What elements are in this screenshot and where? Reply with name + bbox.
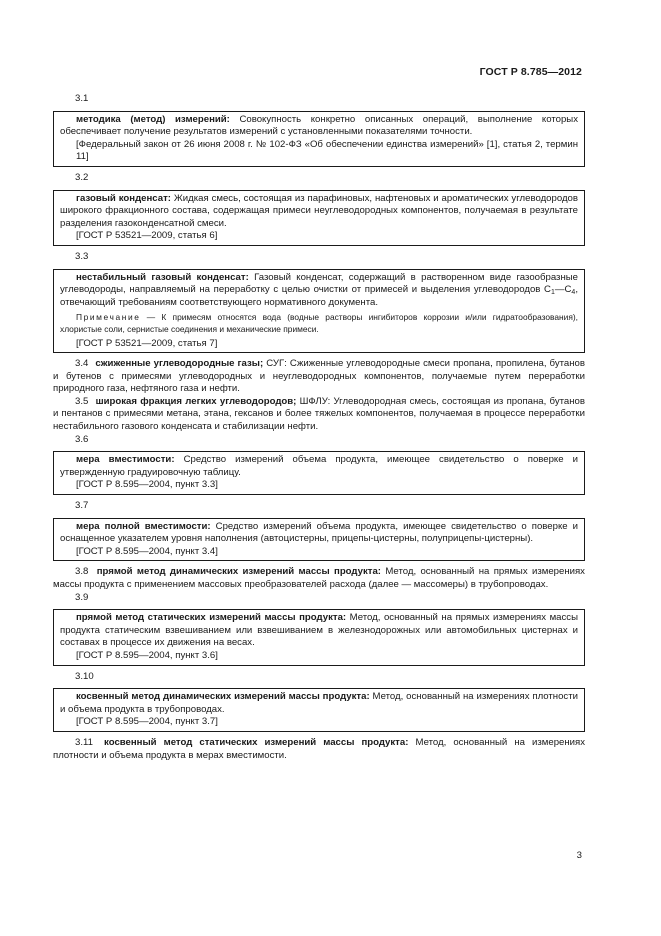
term-name: прямой метод динамических измерений массы продукта: [96, 566, 381, 578]
term-number: 3.10 [75, 670, 94, 682]
term-definition [60, 114, 578, 139]
note-label: Примечание [76, 312, 141, 323]
term-number: 3.6 [75, 433, 89, 445]
term-text: Жидкая смесь, состоящая из парафиновых, нафтеновых и ароматических углеводородов широкого фракционного состава, содержащая примеси неуглеводородных компонентов, получаемая в результате разделения газоконденсатной смеси. [60, 192, 578, 229]
term-paragraph [53, 396, 585, 434]
subscript: 1 [550, 289, 555, 297]
term-number: 3.2 [75, 171, 89, 183]
term-name: мера полной вместимости: [76, 520, 211, 532]
term-name: прямой метод статических измерений массы продукта: [76, 612, 347, 624]
term-box [53, 609, 585, 665]
term-definition [60, 691, 578, 716]
term-name: нестабильный газовый конденсат: [76, 271, 249, 283]
term-name: мера вместимости: [76, 454, 175, 466]
note-text: — К примесям относятся вода (водные растворы ингибиторов коррозии и/или гидратообразования), хлористые соли, сернистые соединения и механические примеси. [60, 312, 578, 334]
term-number: 3.8 [75, 566, 89, 578]
term-box [53, 518, 585, 562]
term-definition [60, 612, 578, 650]
term-text: Средство измерений объема продукта, имеющее свидетельство о поверке и оснащенное указателем уровня наполнения (автоцистерны, прицепы-цистерны, полуприцепы-цистерны). [60, 520, 578, 545]
term-source: [ГОСТ Р 53521—2009, статья 6] [76, 230, 218, 242]
term-definition [60, 454, 578, 479]
term-box [53, 688, 585, 732]
term-text: Метод, основанный на прямых измерениях массы продукта статическим взвешиванием или взвешиванием в железнодорожных или автомобильных цистернах и составах в процессе их движения на весах. [60, 612, 578, 649]
term-definition [60, 272, 578, 310]
term-text: Средство измерений объема продукта, имеющее свидетельство о поверке и утвержденную градуировочную таблицу. [60, 454, 578, 478]
terms-section [53, 93, 585, 762]
term-box [53, 111, 585, 167]
term-name: методика (метод) измерений: [76, 113, 230, 125]
term-note [60, 312, 578, 335]
term-box [53, 190, 585, 246]
term-box [53, 269, 585, 354]
term-text: Метод, основанный на измерениях плотности и объема продукта в трубопроводах. [60, 691, 578, 715]
term-text: , отвечающий требованиям соответствующего нормативного документа. [60, 284, 578, 308]
term-text: —С [554, 284, 572, 296]
term-text: Газовый конденсат, содержащий в растворенном виде газообразные углеводороды, направляемый на переработку с целью очистки от примесей и выделения углеводородов С [60, 271, 578, 296]
term-number: 3.1 [75, 93, 89, 104]
term-name: косвенный метод статических измерений массы продукта: [104, 736, 409, 748]
term-number: 3.9 [75, 591, 89, 603]
term-number: 3.3 [75, 250, 89, 262]
term-source: [ГОСТ Р 8.595—2004, пункт 3.4] [76, 545, 218, 557]
term-text: Метод, основанный на прямых измерениях массы продукта с применением массовых преобразователей расхода (далее — массомеры) в трубопроводах. [53, 566, 585, 590]
term-definition [60, 521, 578, 546]
term-box [53, 451, 585, 495]
term-number: 3.11 [75, 736, 93, 748]
term-name: газовый конденсат: [76, 192, 171, 204]
term-number: 3.4 [75, 358, 89, 370]
term-paragraph [53, 737, 585, 762]
document-header: ГОСТ Р 8.785—2012 [479, 66, 582, 78]
term-source: [ГОСТ Р 8.595—2004, пункт 3.6] [76, 649, 218, 661]
subscript: 4 [571, 289, 576, 297]
page-number: 3 [576, 850, 582, 861]
term-number: 3.5 [75, 395, 89, 407]
term-source: [Федеральный закон от 26 июня 2008 г. № 102-ФЗ «Об обеспечении единства измерений» [1], статья 2, термин 11] [76, 138, 578, 163]
term-source: [ГОСТ Р 53521—2009, статья 7] [76, 337, 218, 349]
term-source: [ГОСТ Р 8.595—2004, пункт 3.7] [76, 716, 218, 728]
term-text: Метод, основанный на измерениях плотности и объема продукта в мерах вместимости. [53, 736, 586, 761]
term-source: [ГОСТ Р 8.595—2004, пункт 3.3] [76, 479, 218, 491]
term-name: косвенный метод динамических измерений массы продукта: [76, 691, 370, 703]
term-name: сжиженные углеводородные газы; [95, 358, 264, 370]
term-text: СУГ: Сжиженные углеводородные смеси пропана, пропилена, бутанов и бутенов с примесями углеводородных и неуглеводородных компонентов, получаемые путем переработки природного газа, нефтяного газа и нефти. [53, 358, 585, 395]
term-number: 3.7 [75, 500, 89, 512]
term-text: ШФЛУ: Углеводородная смесь, состоящая из пропана, бутанов и пентанов с примесями метана, этана, гексанов и более тяжелых компонентов, получаемая в процессе переработки нестабильного газового конденсата и стабилизации нефти. [53, 395, 585, 433]
term-definition [60, 193, 578, 231]
term-name: широкая фракция легких углеводородов; [95, 395, 297, 407]
term-paragraph [53, 358, 585, 396]
term-text: Совокупность конкретно описанных операций, выполнение которых обеспечивает получение результатов измерений с установленными показателями точности. [60, 113, 578, 138]
term-paragraph [53, 566, 585, 591]
